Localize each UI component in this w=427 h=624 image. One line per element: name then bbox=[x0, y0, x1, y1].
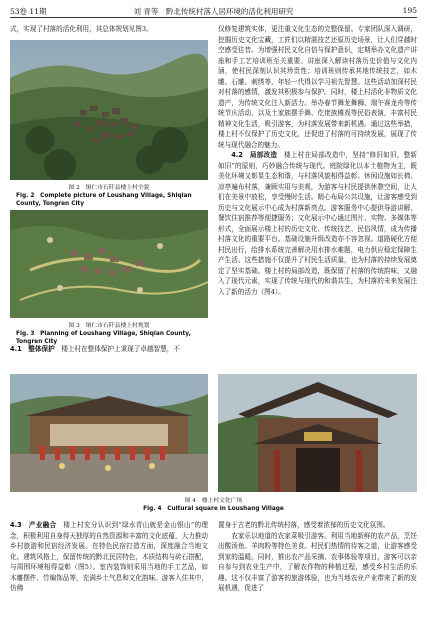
section-4-2-text: 楼上村在局部改造中，坚持“修旧如旧，整新如旧”的原则，巧妙融合传统与现代。庭院绿化以本土植物为主，既美化环境又彰显生态和谐，与村落风貌相得益彰。休闲设施如长椅、凉亭遍布村落，兼顾实用与美观，为游客与村民提供休憩空间，让人们在美景中放松，享受慢时生活。精心布局公共设施，让游客感受到历史与文化展示中心成为村落新亮点。游客服务中心提供导游讲解、餐饮住宿推荐等便捷服务；文化展示中心通过图片、实物、多媒体等形式，全面展示楼上村的历史文化、传统技艺、民俗风情，成为传播村落文化的重要平台。基础设施升级改造亦不容忽视。道路硬化方便村民出行，给排水系统完善解决用水排水难题，电力供应稳定保障生产生活。这些措施不仅提升了村民生活质量，也为村落的持续发展奠定了坚实基础。楼上村的局部改造，既保留了村落的传统韵味，又融入了现代元素，实现了传统与现代的和谐共生，为村落的未来发展注入了新的活力（图4）。 bbox=[218, 151, 417, 296]
section-4-1-text: 楼上村在整体保护上秉现了卓越智慧，不 bbox=[61, 345, 180, 353]
section-4-1-heading: 4.1 整体保护 bbox=[10, 345, 55, 353]
village-aerial-photo bbox=[10, 40, 208, 180]
section-4-3-heading: 4.3 产业融合 bbox=[10, 521, 57, 529]
figure-2-caption-cn: 图 2 铜仁市石阡县楼上村全貌 bbox=[68, 185, 150, 191]
figure-3-caption bbox=[10, 322, 208, 346]
figure-4-caption bbox=[10, 497, 417, 513]
volume-issue: 53卷 11期 bbox=[10, 7, 47, 16]
section-4-3 bbox=[10, 520, 208, 624]
section-4-2-heading: 4.2 局部改造 bbox=[231, 151, 278, 159]
gate-illustration bbox=[218, 374, 417, 492]
village-planning-map bbox=[10, 210, 208, 318]
left-top-text bbox=[10, 24, 208, 35]
paragraph: 置身于古老的黔北传统村落，感受着浓郁的历史文化氛围。 bbox=[218, 521, 390, 529]
cultural-square-photo-left bbox=[10, 374, 208, 492]
figure-3-caption-en: Fig. 3 Planning of Loushang Village, Shiqian County, Tongren City bbox=[16, 331, 191, 345]
aerial-illustration bbox=[10, 40, 208, 180]
performance-illustration bbox=[10, 374, 208, 492]
header-rule bbox=[10, 17, 417, 18]
planning-illustration bbox=[10, 210, 208, 318]
running-title: 刘 青等 黔北传统村落人居环境的活化利用研究 bbox=[133, 7, 294, 16]
figure-2-caption bbox=[10, 184, 208, 208]
paragraph: 式，实现了村落的活化利用，其总体规划见图3。 bbox=[10, 25, 153, 33]
figure-4-caption-en: Fig. 4 Cultural square in Loushang Village bbox=[143, 506, 284, 512]
figure-4-caption-cn: 图 4 楼上村文化广场 bbox=[184, 498, 243, 504]
bottom-right-text bbox=[218, 520, 417, 624]
page-number: 195 bbox=[402, 6, 417, 15]
cultural-square-photo-right bbox=[218, 374, 417, 492]
section-4-1 bbox=[10, 344, 208, 355]
paragraph: 农家乐以地道的农家菜吸引游客。利用当地新鲜的农产品，烹饪出酸汤鱼、羊肉粉等特色美食。村民们热情的待客之道，让游客感受到家的温暖。同时，推出农产品采摘、农事体验等项目，游客可以亲自参与到农业生产中，了解农作物的种植过程，感受乡村生活的乐趣。这不仅丰富了游客的旅游体验，也为当地农业产业带来了新的发展机遇，促进了 bbox=[218, 531, 417, 592]
figure-3-caption-cn: 图 3 铜仁市石阡县楼上村规划 bbox=[68, 323, 150, 329]
paragraph: 仅修复建筑实体，更注重文化生态的完整保留。专家团队深入调研，挖掘历史文化宝藏，工匠们以精湛技艺还原历史场景，让人们穿越时空感受往昔。为增强村民文化自信与保护意识，定期举办文化遗产讲座和手工艺培训班至关重要。讲座深入解读村落历史价值与文化内涵，使村民深刻认识其珍贵性；培训班则传承其地传统技艺，如木雕、石雕、刺绣等，年轻一代得以学习祖先智慧。这些活动加深村民对村落的感情，激发其积极参与保护。同时，楼上村活化非物质文化遗产，为传统文化注入新活力。举办春节舞龙舞狮、端午赛龙舟等传统节庆活动，以及土家族摆手舞、仡佬族傩戏等民俗表演，丰富村民精神文化生活，吸引游客，为村落发展带来新机遇。通过这些举措，楼上村不仅保护了历史文化，还促进了村落的可持续发展，展现了传统与现代融合的魅力。 bbox=[218, 25, 417, 149]
figure-2-caption-en: Fig. 2 Complete picture of Loushang Village, Shiqian County, Tongren City bbox=[16, 193, 192, 207]
right-column-text bbox=[218, 24, 417, 356]
section-4-3-text: 楼上村充分认识到“绿水青山就是金山银山”的理念，积极利用自身得天独厚的自然资源和丰富的文化底蕴，大力推动乡村旅游和民宿经济发展。在特色民宿打造方面，深度融合当地文化。建筑风格上，保留传统的黔北民居特色，木质结构与砖石搭配，与周围环境相得益彰（图5）。室内装饰则采用当地的手工艺品，如木雕摆件、竹编饰品等，充满乡土气息和文化韵味。游客入住其中，仿佛 bbox=[10, 521, 208, 592]
